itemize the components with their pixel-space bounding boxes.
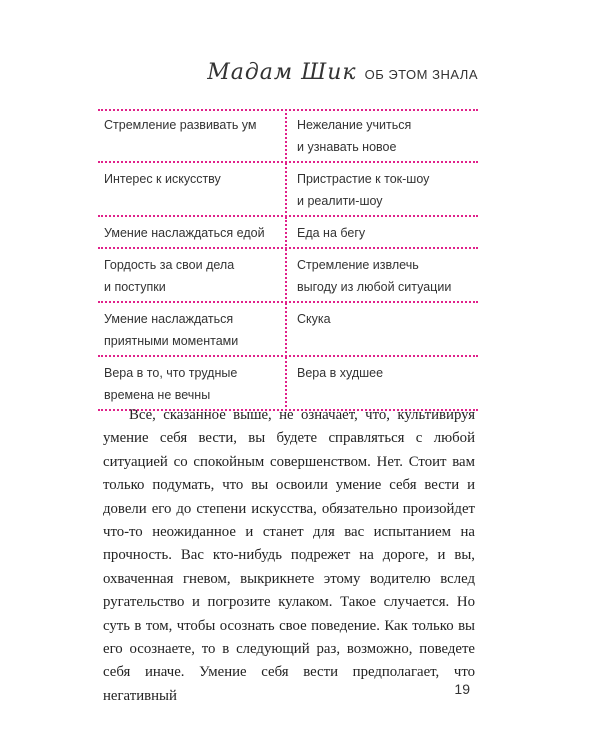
table-cell-right: Вера в худшее (297, 366, 384, 380)
body-paragraph: Все, сказанное выше, не означает, что, культивируя умение себя вести, вы будете справляться с любой ситуацией со спокойным совершенством. Нет. Стоит вам только подумать, что вы освоили умение себя вести и довели его до степени искусства, обязательно произойдет что-то неожиданное и станет для вас испытанием на прочность. Вас кто-нибудь подрежет на дороге, и вы, охваченная гневом, выкрикнете этому водителю вслед ругательство и погрозите кулаком. Такое случается. Но суть в том, чтобы осознать свое поведение. Как только вы его осознаете, то в следующий раз, возможно, поведете себя иначе. Умение себя вести предполагает, что негативный (103, 407, 475, 704)
table-cell-right: Пристрастие к ток-шоу и реалити-шоу (297, 172, 430, 208)
table-cell-left: Умение наслаждаться приятными моментами (98, 303, 287, 357)
table-row (98, 163, 478, 217)
table-cell-right: Скука (297, 312, 331, 326)
table-cell-left: Гордость за свои дела и поступки (98, 249, 287, 303)
running-header (207, 60, 478, 85)
table-cell-right: Стремление извлечь выгоду из любой ситуации (297, 258, 452, 294)
table-row (98, 357, 478, 411)
page-number: 19 (454, 681, 470, 697)
table-row (98, 249, 478, 303)
table-cell-left: Интерес к искусству (98, 163, 287, 217)
header-caps-title: ОБ ЭТОМ ЗНАЛА (364, 67, 478, 82)
table-cell-right: Нежелание учиться и узнавать новое (297, 118, 412, 154)
table-cell-left: Умение наслаждаться едой (98, 217, 287, 249)
table-row (98, 303, 478, 357)
comparison-table (98, 109, 478, 411)
table-cell-left: Стремление развивать ум (98, 109, 287, 163)
table-cell-right: Еда на бегу (297, 226, 366, 240)
table-row (98, 217, 478, 249)
table-row (98, 109, 478, 163)
header-script-title: Мадам Шик (207, 60, 357, 85)
table-cell-left: Вера в то, что трудные времена не вечны (98, 357, 287, 411)
